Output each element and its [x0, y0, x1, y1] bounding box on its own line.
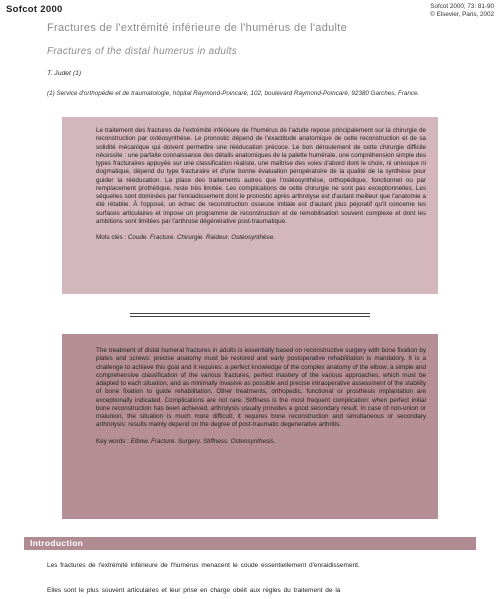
journal-name: Sofcot 2000: [6, 4, 63, 15]
keywords-french-terms: Coude. Fracture. Chirurgie. Raideur. Ostéosynthèse.: [127, 234, 275, 241]
body-paragraph: Elles sont le plus souvent articulaires et leur prise en charge obéit aux règles du traitement de la: [47, 587, 341, 594]
citation: Sofcot 2000; 73: 81-90: [430, 3, 494, 10]
keywords-french-label: Mots clés :: [96, 234, 127, 241]
citation-block: [430, 3, 494, 19]
title-english: Fractures of the distal humerus in adults: [47, 46, 238, 57]
affiliation: (1) Service d'orthopédie et de traumatologie, hôpital Raymond-Poincaré, 102, boulevard Raymond-Poincaré, 92380 Garches, France.: [47, 90, 420, 97]
keywords-english: [96, 438, 426, 446]
abstract-french: [62, 117, 438, 294]
title-french: Fractures de l'extrémité inférieure de l'humérus de l'adulte: [47, 22, 348, 34]
divider-rule-bottom: [130, 316, 370, 317]
abstract-french-text: Le traitement des fractures de l'extrémité inférieure de l'humérus de l'adulte repose principalement sur la chirurgie de reconstruction par ostéosynthèse. Le pronostic dépend de l'exactitude anatomique de cette reconstruction et de sa solidité mécanique qui doivent permettre une rééducation précoce. Le bon déroulement de cette chirurgie difficile nécessite : une parfaite connaissance des détails anatomiques de la palette humérale, une compréhension simple des types fracturaires appuyée sur une classification réaliste, une maîtrise des voies d'abord dont le choix, ni univoque ni dogmatique, dépend du type fracturaire et d'une bonne évaluation peropératoire de la qualité de la synthèse pour guider la rééducation. La place des traitements autres que l'ostéosynthèse, orthopédique, fonctionnel ou par remplacement prothétique, reste très limitée. Les complications de cette chirurgie ne sont pas exceptionnelles. Les séquelles sont dominées par l'enraidissement dont le pronostic après arthrolyse est d'autant meilleur que l'anatomie a été rétablie. À l'opposé, un échec de reconstruction osseuse initiale est d'autant plus péjoratif qu'il concerne les surfaces articulaires et impose un programme de reconstruction et de remobilisation souvent complexe et dont les ambitions sont limitées par l'arthrose dégénérative post-traumatique.: [96, 127, 426, 225]
section-heading: Introduction: [30, 538, 84, 548]
abstract-english-text: The treatment of distal humeral fractures in adults is essentially based on reconstructive surgery with bone fixation by plates and screws: precise anatomy must be restored and early postoperative rehabilitation is mandatory. It is a challenge to achieve this goal and it requires: a perfect knowledge of the complex anatomy of the elbow, a simple and comprehensive classification of the various fractures, perfect mastery of the various approaches, which must be adapted to each situation, and as minimally invasive as possible and precise intraoperative assessment of the stability of bone fixation to guide rehabilitation. Other treatments, orthopedic, functional or prosthesis implantation are exceptionally indicated. Complications are not rare. Stiffness is the most frequent complication: when perfect initial bone reconstruction has been achieved, arthrolysis usually provides a good secondary result. In case of non-union or malunion, the situation is much more difficult; it requires bone reconstruction and simultaneous or secondary arthrolysis: results mainly depend on the degree of post-traumatic degenerative arthritis.: [96, 347, 426, 429]
author: T. Judet (1): [47, 70, 82, 77]
keywords-english-label: Key words :: [96, 437, 129, 445]
section-heading-bar: [24, 537, 476, 550]
body-paragraph: Les fractures de l'extrémité inférieure de l'humérus menacent le coude essentiellement d'enraidissement.: [47, 562, 360, 569]
abstract-english: [62, 334, 438, 519]
keywords-french: [96, 234, 426, 242]
divider-rule-top: [130, 313, 370, 314]
copyright: © Elsevier, Paris, 2002: [430, 11, 494, 18]
keywords-english-terms: Elbow. Fracture. Surgery. Stiffness. Osteosynthesis.: [130, 437, 276, 445]
